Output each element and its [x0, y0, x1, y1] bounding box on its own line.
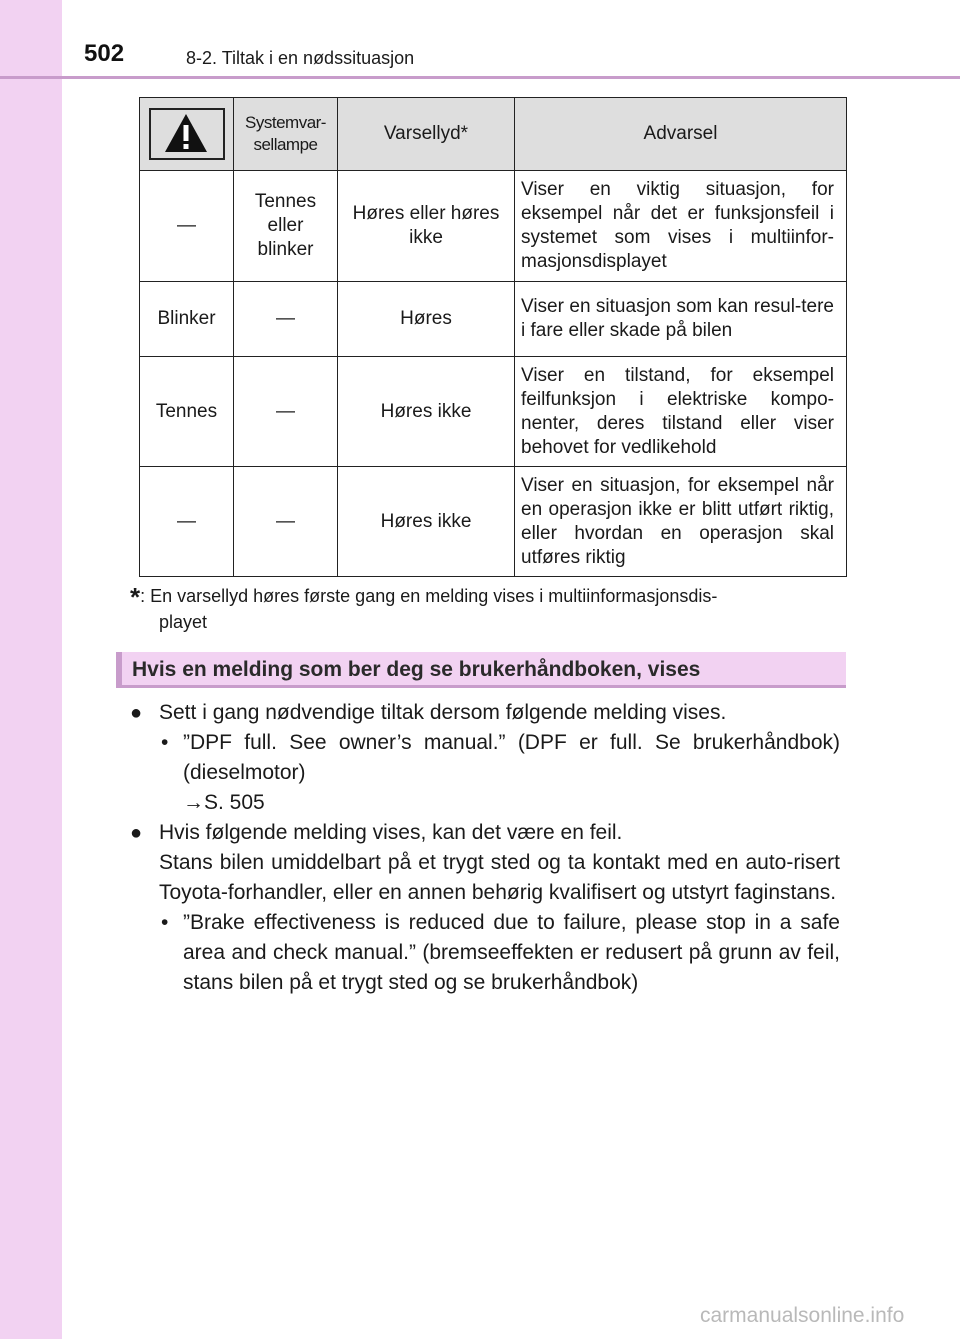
header-lamp [234, 98, 338, 171]
item-2-sub-text: ”Brake effectiveness is reduced due to failure, please stop in a safe area and check manual.” (bremseeffekten er redusert på grunn av feil, stans bilen på et trygt sted og se brukerhåndbok) [183, 911, 840, 994]
cell-sound: Høres ikke [338, 357, 515, 467]
cell-lamp: — [140, 171, 234, 282]
header-icon-cell [140, 98, 234, 171]
item-1-sub [130, 728, 840, 788]
bullet-icon: ● [130, 702, 143, 724]
cell-light-text: Tennes eller blinker [254, 191, 317, 260]
item-2 [130, 818, 840, 998]
header-lamp-text: Systemvar- sellampe [245, 113, 326, 154]
item-1-text: Sett i gang nødvendige tiltak dersom følgende melding vises. [159, 701, 727, 724]
item-1-sub-text: ”DPF full. See owner’s manual.” (DPF er full. Se brukerhåndbok) (dieselmotor) [183, 731, 840, 784]
table-header-row [140, 98, 847, 171]
cell-light: — [234, 357, 338, 467]
item-1 [130, 698, 840, 818]
page-number: 502 [84, 40, 125, 67]
header-sound: Varsellyd* [338, 98, 515, 171]
cell-light: — [234, 467, 338, 577]
item-2-text: Hvis følgende melding vises, kan det være en feil. [159, 821, 623, 844]
warning-table [139, 97, 847, 577]
cell-light [234, 171, 338, 282]
table-row [140, 282, 847, 357]
footnote-text-cont: playet [159, 612, 208, 632]
page-reference-link[interactable]: →S. 505 [183, 791, 265, 814]
item-2-sub [130, 908, 840, 998]
section-title: 8-2. Tiltak i en nødssituasjon [186, 48, 415, 68]
footnote-asterisk: * [130, 582, 141, 612]
subheading-accent-bar [116, 652, 122, 685]
side-margin-band [0, 0, 62, 1339]
cell-lamp: Tennes [140, 357, 234, 467]
table-row [140, 171, 847, 282]
cell-lamp: — [140, 467, 234, 577]
cell-warning: Viser en tilstand, for eksempel feilfunksjon i elektriske kompo-nenter, deres tilstand eller viser behovet for vedlikehold [515, 357, 847, 467]
cell-warning: Viser en situasjon, for eksempel når en operasjon ikke er blitt utført riktig, eller hvordan en operasjon skal utføres riktig [515, 467, 847, 577]
footnote [130, 584, 840, 635]
subheading-text: Hvis en melding som ber deg se brukerhåndboken, vises [132, 658, 701, 681]
bullet-icon: ● [130, 822, 143, 844]
cell-light: — [234, 282, 338, 357]
item-2-text-2: Stans bilen umiddelbart på et trygt sted og ta kontakt med en auto-risert Toyota-forhandler, eller en annen behørig kvalifisert og utstyrt faginstans. [159, 851, 840, 904]
warning-triangle-icon [149, 108, 225, 160]
sub-bullet-icon: • [161, 731, 169, 754]
table-row [140, 357, 847, 467]
header-warning: Advarsel [515, 98, 847, 171]
cell-lamp: Blinker [140, 282, 234, 357]
watermark: carmanualsonline.info [700, 1304, 905, 1327]
sub-bullet-icon: • [161, 911, 169, 934]
cell-warning: Viser en situasjon som kan resul-tere i fare eller skade på bilen [515, 282, 847, 357]
footnote-text: : En varsellyd høres første gang en melding vises i multiinformasjonsdis- [140, 586, 718, 606]
subheading-banner [116, 652, 846, 688]
table-row [140, 467, 847, 577]
header-rule [0, 76, 960, 79]
cell-sound: Høres ikke [338, 467, 515, 577]
cell-sound: Høres [338, 282, 515, 357]
cell-warning: Viser en viktig situasjon, for eksempel når det er funksjonsfeil i systemet som vises i multiinfor-masjonsdisplayet [515, 171, 847, 282]
cell-sound: Høres eller høres ikke [338, 171, 515, 282]
